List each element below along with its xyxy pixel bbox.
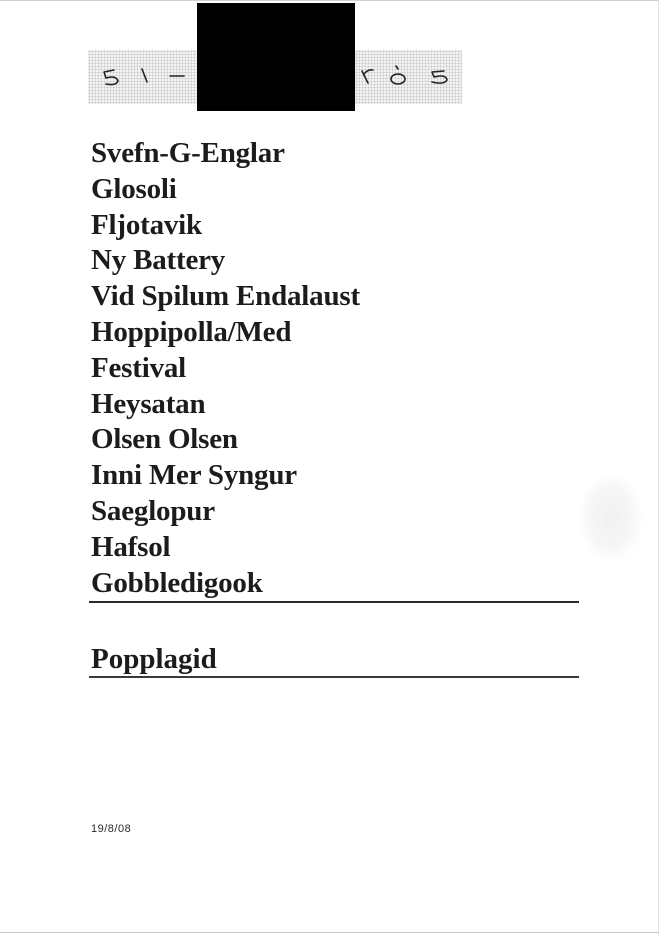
paper-edge-bottom	[0, 932, 659, 933]
paper-edge-top	[0, 0, 659, 1]
main-set-divider	[89, 601, 579, 603]
date-stamp: 19/8/08	[91, 823, 132, 835]
song-title: Gobbledigook	[91, 566, 263, 599]
song-title: Ny Battery	[91, 244, 226, 277]
song-title: Svefn-G-Englar	[91, 137, 285, 169]
encore-song-title: Popplagid	[91, 643, 217, 675]
song-title: Olsen Olsen	[91, 423, 238, 456]
song-title: Saeglopur	[91, 494, 215, 527]
encore-divider	[89, 676, 579, 678]
song-title: Fljotavik	[91, 208, 202, 241]
song-title: Hafsol	[91, 530, 171, 563]
redaction-block	[197, 3, 355, 111]
song-title: Inni Mer Syngur	[91, 459, 297, 492]
song-title: Festival	[91, 351, 187, 384]
song-list	[91, 136, 360, 601]
song-title: Hoppipolla/Med	[91, 315, 292, 348]
faint-stamp-mark	[578, 472, 644, 564]
song-title: Heysatan	[91, 387, 206, 420]
song-title: Vid Spilum Endalaust	[91, 280, 360, 313]
song-title: Glosoli	[91, 172, 177, 205]
